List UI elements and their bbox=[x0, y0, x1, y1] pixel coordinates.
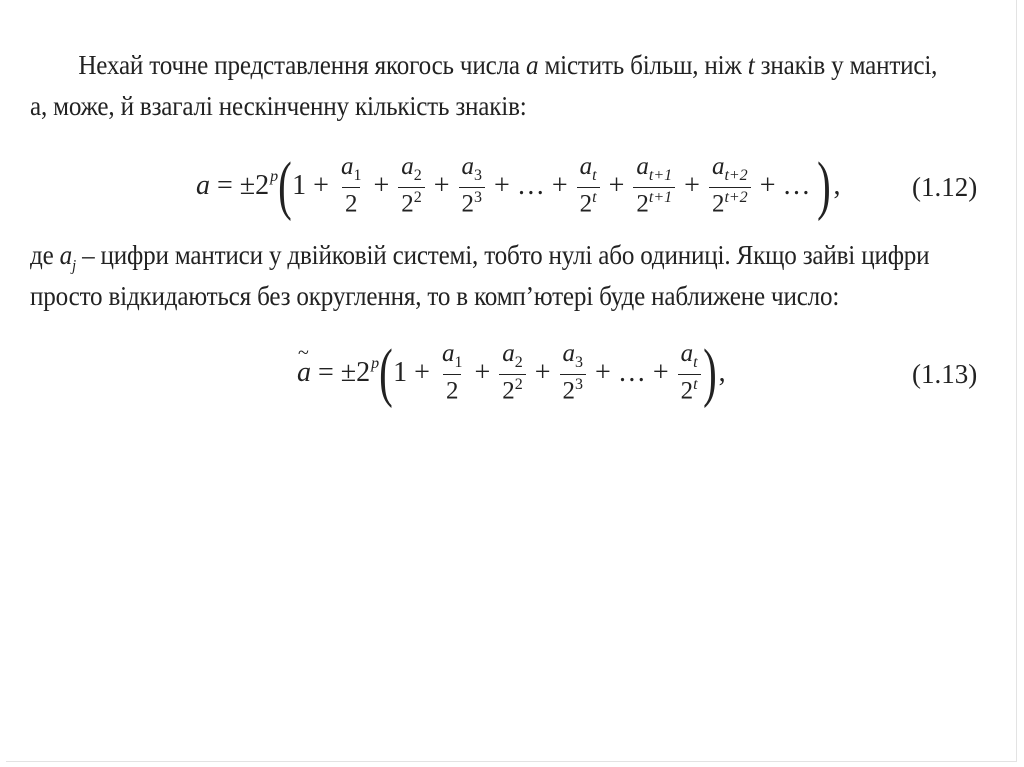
equation-number-1-13: (1.13) bbox=[912, 359, 978, 389]
eq-one: 1 bbox=[292, 170, 307, 201]
fraction: $\frac{a_3}{2^3}$ bbox=[560, 341, 587, 404]
fraction: $\frac{a_{t+1}}{2^{t+1}}$ bbox=[633, 154, 675, 217]
paragraph2-line2: просто відкидаються без округлення, то в комп’ютері буде наближене число: bbox=[30, 281, 840, 311]
plus-sign: + bbox=[313, 170, 329, 201]
open-paren: ( bbox=[379, 336, 393, 410]
plus-sign: + bbox=[494, 170, 510, 201]
fraction: $\frac{a_3}{2^3}$ bbox=[459, 154, 486, 217]
equation-1-13 bbox=[297, 333, 726, 413]
eq-power: p bbox=[371, 355, 380, 372]
plus-sign: + bbox=[551, 170, 568, 201]
close-paren: ) bbox=[702, 336, 717, 410]
comma: , bbox=[718, 357, 726, 388]
text-run: де bbox=[30, 240, 54, 270]
plus-sign: + bbox=[534, 357, 551, 388]
plus-sign: + bbox=[652, 357, 669, 388]
fraction: $\frac{a_2}{2^2}$ bbox=[398, 154, 425, 217]
paragraph2-line1 bbox=[30, 240, 930, 275]
plus-sign: + bbox=[474, 357, 491, 388]
fraction: $\frac{a_2}{2^2}$ bbox=[499, 341, 526, 404]
tail-ellipsis: + … bbox=[759, 170, 811, 201]
equation-1-12 bbox=[196, 146, 840, 226]
text-run: містить більш, ніж bbox=[544, 50, 742, 80]
close-paren: ) bbox=[817, 149, 832, 223]
math-var-a: a bbox=[525, 50, 539, 80]
fraction: $\frac{a_1}{2}$ bbox=[441, 340, 463, 405]
math-var-t: t bbox=[747, 50, 755, 80]
paragraph1-line1 bbox=[30, 50, 962, 81]
fraction: $\frac{a_t}{2^t}$ bbox=[678, 341, 701, 404]
plus-sign: + bbox=[373, 170, 390, 201]
eq-coef: = ±2 bbox=[217, 170, 270, 201]
math-var-aj: $a_j$ bbox=[59, 240, 76, 275]
fraction: $\frac{a_t}{2^t}$ bbox=[577, 154, 600, 217]
plus-sign: + bbox=[414, 357, 430, 388]
text-run: знаків у мантисі, bbox=[760, 50, 938, 80]
ellipsis: … bbox=[516, 170, 545, 201]
eq-lhs-tilde: ~ a bbox=[297, 357, 311, 389]
fraction: $\frac{a_1}{2}$ bbox=[340, 153, 362, 218]
eq-coef: = ±2 bbox=[318, 357, 371, 388]
text-run: – цифри мантиси у двійковій системі, тобто нулі або одиниці. Якщо зайві цифри bbox=[82, 240, 930, 270]
plus-sign: + bbox=[433, 170, 450, 201]
eq-lhs: a bbox=[196, 170, 210, 201]
open-paren: ( bbox=[278, 149, 292, 223]
eq-power: p bbox=[270, 168, 279, 185]
fraction: $\frac{a_{t+2}}{2^{t+2}}$ bbox=[709, 154, 751, 217]
plus-sign: + bbox=[684, 170, 700, 201]
eq-one: 1 bbox=[393, 357, 408, 388]
comma: , bbox=[833, 170, 841, 201]
plus-sign: + bbox=[595, 357, 611, 388]
paragraph1-line2: а, може, й взагалі нескінченну кількість знаків: bbox=[30, 91, 527, 121]
equation-number-1-12: (1.12) bbox=[912, 172, 978, 202]
plus-sign: + bbox=[608, 170, 625, 201]
ellipsis: … bbox=[617, 357, 646, 388]
text-run: Нехай точне представлення якогось числа bbox=[78, 50, 520, 80]
